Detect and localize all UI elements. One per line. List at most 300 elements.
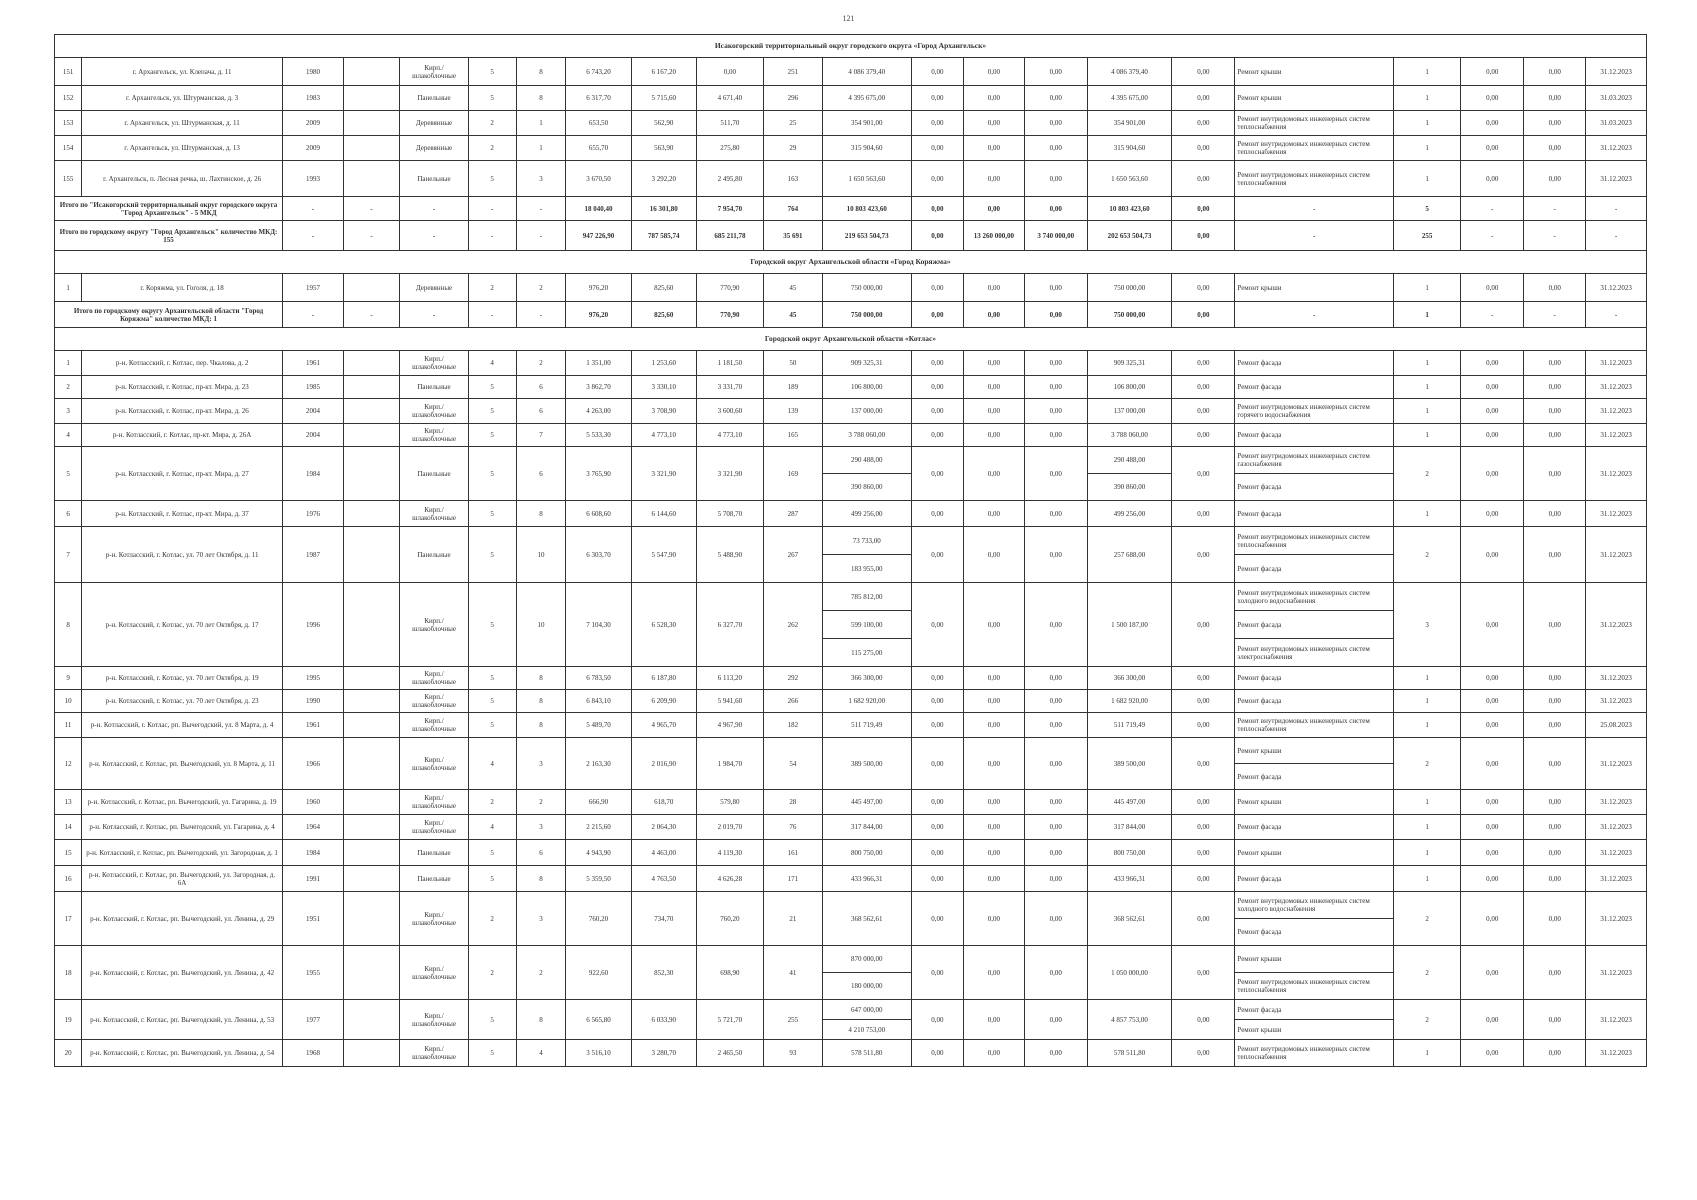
address-cell: р-н. Котласский, г. Котлас, пр-кт. Мира, д. 23	[82, 376, 283, 399]
works-count-cell: 3	[1393, 583, 1460, 667]
year-cell: 1984	[283, 840, 344, 866]
other-funds-cell: 0,00	[1172, 399, 1235, 424]
section-header-row	[55, 35, 1647, 58]
completion-date-cell: 31.12.2023	[1586, 274, 1647, 302]
total-dash: -	[516, 197, 566, 221]
table-row	[55, 815, 1647, 840]
residents-cell: 296	[764, 86, 823, 111]
floors-cell: 5	[468, 376, 516, 399]
wall-material-cell: Кирп./ шлакоблочные	[400, 946, 468, 1000]
empty-cell	[343, 667, 399, 690]
fund-cell: 0,00	[911, 738, 963, 790]
section-header-row	[55, 251, 1647, 274]
address-cell: р-н. Котласский, г. Котлас, рп. Вычегодский, ул. Загородная, д. 1	[82, 840, 283, 866]
fund-cell: 0,00	[911, 86, 963, 111]
empty-cell	[343, 583, 399, 667]
living-area-cell: 6 187,80	[631, 667, 696, 690]
floors-cell: 5	[468, 667, 516, 690]
total-local: 3 740 000,00	[1024, 221, 1087, 251]
cost-cell: 647 000,00	[822, 1000, 911, 1020]
local-budget-cell: 0,00	[1024, 274, 1087, 302]
row-number: 4	[55, 424, 82, 447]
floors-cell: 2	[468, 790, 516, 815]
table-row	[55, 136, 1647, 161]
other-funds-cell: 0,00	[1172, 1000, 1235, 1040]
total-residents: 764	[764, 197, 823, 221]
address-cell: г. Коряжма, ул. Гоголя, д. 18	[82, 274, 283, 302]
table-row	[55, 274, 1647, 302]
owners-funds-cell: 800 750,00	[1087, 840, 1172, 866]
other-funds-cell: 0,00	[1172, 866, 1235, 892]
owners-funds-cell: 354 901,00	[1087, 111, 1172, 136]
work-type-cell: Ремонт внутридомовых инженерных систем электроснабжения	[1235, 639, 1394, 667]
year-cell: 1960	[283, 790, 344, 815]
owned-area-cell: 4 773,10	[696, 424, 763, 447]
total-label: Итого по городскому округу "Город Архангельск" количество МКД: 155	[55, 221, 283, 251]
address-cell: р-н. Котласский, г. Котлас, пр-кт. Мира, д. 26А	[82, 424, 283, 447]
completion-date-cell: 31.12.2023	[1586, 136, 1647, 161]
entrances-cell: 2	[516, 274, 566, 302]
empty-cell	[343, 111, 399, 136]
total-dash: -	[283, 197, 344, 221]
completion-date-cell: 31.12.2023	[1586, 527, 1647, 583]
max-cost-cell: 0,00	[1524, 351, 1586, 376]
regional-budget-cell: 0,00	[963, 738, 1024, 790]
total-other: 0,00	[1172, 302, 1235, 328]
living-area-cell: 3 321,90	[631, 447, 696, 501]
total-area-cell: 2 215,60	[566, 815, 631, 840]
other-funds-cell: 0,00	[1172, 447, 1235, 501]
table-row	[55, 690, 1647, 713]
total-dash: -	[1524, 302, 1586, 328]
total-living-area: 16 301,80	[631, 197, 696, 221]
total-area-cell: 6 843,10	[566, 690, 631, 713]
owned-area-cell: 0,00	[696, 58, 763, 86]
regional-budget-cell: 0,00	[963, 946, 1024, 1000]
cost-cell: 4 086 379,40	[822, 58, 911, 86]
empty-cell	[343, 713, 399, 738]
work-type-cell: Ремонт внутридомовых инженерных систем холодного водоснабжения	[1235, 583, 1394, 611]
fund-cell: 0,00	[911, 667, 963, 690]
work-type-cell: Ремонт крыши	[1235, 58, 1394, 86]
specific-cost-cell: 0,00	[1461, 892, 1524, 946]
fund-cell: 0,00	[911, 351, 963, 376]
row-number: 18	[55, 946, 82, 1000]
residents-cell: 251	[764, 58, 823, 86]
max-cost-cell: 0,00	[1524, 111, 1586, 136]
work-type-cell: Ремонт фасада	[1235, 764, 1394, 790]
total-owned-area: 7 954,70	[696, 197, 763, 221]
living-area-cell: 4 965,70	[631, 713, 696, 738]
entrances-cell: 8	[516, 58, 566, 86]
specific-cost-cell: 0,00	[1461, 583, 1524, 667]
total-area-cell: 7 104,30	[566, 583, 631, 667]
wall-material-cell: Панельные	[400, 527, 468, 583]
year-cell: 1993	[283, 161, 344, 197]
cost-cell: 73 733,00	[822, 527, 911, 555]
works-count-cell: 2	[1393, 946, 1460, 1000]
table-row	[55, 1040, 1647, 1067]
works-count-cell: 1	[1393, 424, 1460, 447]
work-type-cell: Ремонт внутридомовых инженерных систем теплоснабжения	[1235, 136, 1394, 161]
entrances-cell: 8	[516, 690, 566, 713]
table-row	[55, 447, 1647, 474]
total-dash: -	[1586, 302, 1647, 328]
other-funds-cell: 0,00	[1172, 892, 1235, 946]
total-owners: 202 653 504,73	[1087, 221, 1172, 251]
specific-cost-cell: 0,00	[1461, 136, 1524, 161]
wall-material-cell: Панельные	[400, 86, 468, 111]
regional-budget-cell: 0,00	[963, 1000, 1024, 1040]
regional-budget-cell: 0,00	[963, 1040, 1024, 1067]
empty-cell	[343, 815, 399, 840]
address-cell: г. Архангельск, ул. Штурманская, д. 11	[82, 111, 283, 136]
living-area-cell: 563,90	[631, 136, 696, 161]
wall-material-cell: Кирп./ шлакоблочные	[400, 713, 468, 738]
total-dash: -	[283, 302, 344, 328]
max-cost-cell: 0,00	[1524, 376, 1586, 399]
living-area-cell: 3 708,90	[631, 399, 696, 424]
address-cell: р-н. Котласский, г. Котлас, рп. Вычегодский, ул. Ленина, д. 42	[82, 946, 283, 1000]
total-residents: 45	[764, 302, 823, 328]
owned-area-cell: 2 495,80	[696, 161, 763, 197]
work-type-cell: Ремонт крыши	[1235, 738, 1394, 764]
work-type-cell: Ремонт крыши	[1235, 1020, 1394, 1040]
residents-cell: 267	[764, 527, 823, 583]
table-row	[55, 892, 1647, 919]
table-row	[55, 840, 1647, 866]
other-funds-cell: 0,00	[1172, 1040, 1235, 1067]
owned-area-cell: 698,90	[696, 946, 763, 1000]
fund-cell: 0,00	[911, 161, 963, 197]
address-cell: р-н. Котласский, г. Котлас, пр-кт. Мира, д. 27	[82, 447, 283, 501]
works-count-cell: 1	[1393, 351, 1460, 376]
living-area-cell: 3 292,20	[631, 161, 696, 197]
specific-cost-cell: 0,00	[1461, 111, 1524, 136]
living-area-cell: 6 144,60	[631, 501, 696, 527]
other-funds-cell: 0,00	[1172, 815, 1235, 840]
owned-area-cell: 5 708,70	[696, 501, 763, 527]
wall-material-cell: Кирп./ шлакоблочные	[400, 790, 468, 815]
row-number: 20	[55, 1040, 82, 1067]
specific-cost-cell: 0,00	[1461, 790, 1524, 815]
total-living-area: 825,60	[631, 302, 696, 328]
table-row	[55, 738, 1647, 764]
owners-funds-cell: 390 860,00	[1087, 474, 1172, 501]
works-count-cell: 2	[1393, 527, 1460, 583]
entrances-cell: 3	[516, 815, 566, 840]
work-type-cell: Ремонт крыши	[1235, 790, 1394, 815]
specific-cost-cell: 0,00	[1461, 840, 1524, 866]
table-row	[55, 161, 1647, 197]
fund-cell: 0,00	[911, 136, 963, 161]
entrances-cell: 6	[516, 376, 566, 399]
local-budget-cell: 0,00	[1024, 161, 1087, 197]
specific-cost-cell: 0,00	[1461, 815, 1524, 840]
cost-cell: 578 511,80	[822, 1040, 911, 1067]
floors-cell: 5	[468, 447, 516, 501]
owned-area-cell: 3 600,60	[696, 399, 763, 424]
specific-cost-cell: 0,00	[1461, 58, 1524, 86]
completion-date-cell: 31.12.2023	[1586, 738, 1647, 790]
local-budget-cell: 0,00	[1024, 738, 1087, 790]
floors-cell: 5	[468, 690, 516, 713]
cost-cell: 315 904,60	[822, 136, 911, 161]
other-funds-cell: 0,00	[1172, 351, 1235, 376]
address-cell: г. Архангельск, ул. Штурманская, д. 3	[82, 86, 283, 111]
cost-cell: 909 325,31	[822, 351, 911, 376]
specific-cost-cell: 0,00	[1461, 527, 1524, 583]
local-budget-cell: 0,00	[1024, 399, 1087, 424]
cost-cell: 354 901,00	[822, 111, 911, 136]
works-count-cell: 1	[1393, 161, 1460, 197]
fund-cell: 0,00	[911, 690, 963, 713]
total-area-cell: 1 351,00	[566, 351, 631, 376]
cost-cell: 3 788 060,00	[822, 424, 911, 447]
year-cell: 2004	[283, 424, 344, 447]
living-area-cell: 825,60	[631, 274, 696, 302]
completion-date-cell: 31.12.2023	[1586, 447, 1647, 501]
total-area-cell: 6 743,20	[566, 58, 631, 86]
floors-cell: 5	[468, 161, 516, 197]
table-row	[55, 376, 1647, 399]
empty-cell	[343, 840, 399, 866]
owners-funds-cell: 433 966,31	[1087, 866, 1172, 892]
completion-date-cell: 31.12.2023	[1586, 667, 1647, 690]
row-number: 153	[55, 111, 82, 136]
residents-cell: 292	[764, 667, 823, 690]
wall-material-cell: Кирп./ шлакоблочные	[400, 424, 468, 447]
specific-cost-cell: 0,00	[1461, 447, 1524, 501]
table-row	[55, 351, 1647, 376]
living-area-cell: 734,70	[631, 892, 696, 946]
residents-cell: 171	[764, 866, 823, 892]
work-type-cell: Ремонт крыши	[1235, 946, 1394, 973]
regional-budget-cell: 0,00	[963, 58, 1024, 86]
owners-funds-cell: 4 857 753,00	[1087, 1000, 1172, 1040]
address-cell: р-н. Котласский, г. Котлас, рп. Вычегодский, ул. Ленина, д. 54	[82, 1040, 283, 1067]
fund-cell: 0,00	[911, 815, 963, 840]
total-dash: -	[1235, 197, 1394, 221]
entrances-cell: 2	[516, 790, 566, 815]
local-budget-cell: 0,00	[1024, 790, 1087, 815]
row-number: 19	[55, 1000, 82, 1040]
wall-material-cell: Кирп./ шлакоблочные	[400, 690, 468, 713]
local-budget-cell: 0,00	[1024, 583, 1087, 667]
local-budget-cell: 0,00	[1024, 86, 1087, 111]
max-cost-cell: 0,00	[1524, 1000, 1586, 1040]
total-dash: -	[516, 302, 566, 328]
max-cost-cell: 0,00	[1524, 892, 1586, 946]
owners-funds-cell: 750 000,00	[1087, 274, 1172, 302]
specific-cost-cell: 0,00	[1461, 161, 1524, 197]
work-type-cell: Ремонт фасада	[1235, 351, 1394, 376]
row-number: 11	[55, 713, 82, 738]
residents-cell: 29	[764, 136, 823, 161]
regional-budget-cell: 0,00	[963, 583, 1024, 667]
work-type-cell: Ремонт внутридомовых инженерных систем теплоснабжения	[1235, 161, 1394, 197]
cost-cell: 106 800,00	[822, 376, 911, 399]
floors-cell: 5	[468, 583, 516, 667]
address-cell: р-н. Котласский, г. Котлас, ул. 70 лет Октября, д. 23	[82, 690, 283, 713]
address-cell: р-н. Котласский, г. Котлас, рп. Вычегодский, ул. Ленина, д. 53	[82, 1000, 283, 1040]
total-owned-area: 685 211,78	[696, 221, 763, 251]
owners-funds-cell: 106 800,00	[1087, 376, 1172, 399]
max-cost-cell: 0,00	[1524, 815, 1586, 840]
cost-cell: 4 210 753,00	[822, 1020, 911, 1040]
fund-cell: 0,00	[911, 274, 963, 302]
work-type-cell: Ремонт внутридомовых инженерных систем теплоснабжения	[1235, 713, 1394, 738]
total-regional: 0,00	[963, 197, 1024, 221]
other-funds-cell: 0,00	[1172, 790, 1235, 815]
completion-date-cell: 31.12.2023	[1586, 690, 1647, 713]
year-cell: 1980	[283, 58, 344, 86]
address-cell: г. Архангельск, п. Лесная речка, ш. Лахтинское, д. 26	[82, 161, 283, 197]
work-type-cell: Ремонт крыши	[1235, 86, 1394, 111]
owned-area-cell: 3 321,90	[696, 447, 763, 501]
work-type-cell: Ремонт фасада	[1235, 667, 1394, 690]
residents-cell: 54	[764, 738, 823, 790]
total-dash: -	[516, 221, 566, 251]
total-dash: -	[1586, 197, 1647, 221]
address-cell: г. Архангельск, ул. Клепача, д. 11	[82, 58, 283, 86]
local-budget-cell: 0,00	[1024, 424, 1087, 447]
address-cell: р-н. Котласский, г. Котлас, рп. Вычегодский, ул. Загородная, д. 6А	[82, 866, 283, 892]
residents-cell: 50	[764, 351, 823, 376]
address-cell: р-н. Котласский, г. Котлас, рп. Вычегодский, ул. 8 Марта, д. 4	[82, 713, 283, 738]
table-row	[55, 713, 1647, 738]
year-cell: 1951	[283, 892, 344, 946]
total-area-cell: 655,70	[566, 136, 631, 161]
local-budget-cell: 0,00	[1024, 136, 1087, 161]
entrances-cell: 3	[516, 161, 566, 197]
total-row	[55, 197, 1647, 221]
max-cost-cell: 0,00	[1524, 690, 1586, 713]
works-count-cell: 1	[1393, 815, 1460, 840]
works-count-cell: 1	[1393, 58, 1460, 86]
owners-funds-cell: 315 904,60	[1087, 136, 1172, 161]
year-cell: 1983	[283, 86, 344, 111]
residents-cell: 255	[764, 1000, 823, 1040]
local-budget-cell: 0,00	[1024, 1000, 1087, 1040]
residents-cell: 287	[764, 501, 823, 527]
owned-area-cell: 760,20	[696, 892, 763, 946]
entrances-cell: 1	[516, 136, 566, 161]
floors-cell: 5	[468, 424, 516, 447]
total-dash: -	[400, 197, 468, 221]
works-count-cell: 1	[1393, 713, 1460, 738]
address-cell: р-н. Котласский, г. Котлас, пер. Чкалова, д. 2	[82, 351, 283, 376]
works-count-cell: 1	[1393, 866, 1460, 892]
page-number: 121	[842, 14, 855, 23]
total-row	[55, 302, 1647, 328]
floors-cell: 5	[468, 1040, 516, 1067]
work-type-cell: Ремонт внутридомовых инженерных систем холодного водоснабжения	[1235, 892, 1394, 919]
cost-cell: 445 497,00	[822, 790, 911, 815]
completion-date-cell: 31.03.2023	[1586, 86, 1647, 111]
empty-cell	[343, 946, 399, 1000]
other-funds-cell: 0,00	[1172, 274, 1235, 302]
completion-date-cell: 31.12.2023	[1586, 1000, 1647, 1040]
total-area-cell: 2 163,30	[566, 738, 631, 790]
floors-cell: 2	[468, 946, 516, 1000]
local-budget-cell: 0,00	[1024, 713, 1087, 738]
entrances-cell: 8	[516, 501, 566, 527]
table-row	[55, 399, 1647, 424]
specific-cost-cell: 0,00	[1461, 738, 1524, 790]
max-cost-cell: 0,00	[1524, 527, 1586, 583]
total-dash: -	[343, 221, 399, 251]
residents-cell: 163	[764, 161, 823, 197]
fund-cell: 0,00	[911, 527, 963, 583]
cost-cell: 800 750,00	[822, 840, 911, 866]
total-owned-area: 770,90	[696, 302, 763, 328]
wall-material-cell: Кирп./ шлакоблочные	[400, 667, 468, 690]
floors-cell: 5	[468, 866, 516, 892]
cost-cell: 785 812,00	[822, 583, 911, 611]
empty-cell	[343, 86, 399, 111]
cost-cell: 499 256,00	[822, 501, 911, 527]
work-type-cell: Ремонт фасада	[1235, 555, 1394, 583]
completion-date-cell: 31.12.2023	[1586, 892, 1647, 946]
regional-budget-cell: 0,00	[963, 111, 1024, 136]
total-area-cell: 760,20	[566, 892, 631, 946]
owners-funds-cell: 368 562,61	[1087, 892, 1172, 946]
completion-date-cell: 31.12.2023	[1586, 946, 1647, 1000]
completion-date-cell: 31.12.2023	[1586, 161, 1647, 197]
completion-date-cell: 31.12.2023	[1586, 58, 1647, 86]
total-regional: 0,00	[963, 302, 1024, 328]
owned-area-cell: 6 327,70	[696, 583, 763, 667]
specific-cost-cell: 0,00	[1461, 424, 1524, 447]
section-title: Городской округ Архангельской области «Город Коряжма»	[55, 251, 1647, 274]
other-funds-cell: 0,00	[1172, 161, 1235, 197]
row-number: 2	[55, 376, 82, 399]
total-living-area: 787 585,74	[631, 221, 696, 251]
work-type-cell: Ремонт фасада	[1235, 501, 1394, 527]
year-cell: 1961	[283, 351, 344, 376]
other-funds-cell: 0,00	[1172, 86, 1235, 111]
total-area-cell: 4 943,90	[566, 840, 631, 866]
total-owners: 10 803 423,60	[1087, 197, 1172, 221]
regional-budget-cell: 0,00	[963, 667, 1024, 690]
total-area-cell: 3 516,10	[566, 1040, 631, 1067]
living-area-cell: 4 763,50	[631, 866, 696, 892]
local-budget-cell: 0,00	[1024, 667, 1087, 690]
fund-cell: 0,00	[911, 58, 963, 86]
living-area-cell: 4 773,10	[631, 424, 696, 447]
completion-date-cell: 31.12.2023	[1586, 866, 1647, 892]
fund-cell: 0,00	[911, 583, 963, 667]
owners-funds-cell: 317 844,00	[1087, 815, 1172, 840]
wall-material-cell: Кирп./ шлакоблочные	[400, 501, 468, 527]
wall-material-cell: Деревянные	[400, 111, 468, 136]
local-budget-cell: 0,00	[1024, 840, 1087, 866]
floors-cell: 4	[468, 351, 516, 376]
row-number: 17	[55, 892, 82, 946]
fund-cell: 0,00	[911, 424, 963, 447]
empty-cell	[343, 690, 399, 713]
max-cost-cell: 0,00	[1524, 713, 1586, 738]
regional-budget-cell: 0,00	[963, 424, 1024, 447]
year-cell: 1961	[283, 713, 344, 738]
empty-cell	[343, 447, 399, 501]
wall-material-cell: Панельные	[400, 866, 468, 892]
section-header-row	[55, 328, 1647, 351]
table-row	[55, 501, 1647, 527]
owners-funds-cell: 1 050 000,00	[1087, 946, 1172, 1000]
total-dash: -	[400, 302, 468, 328]
